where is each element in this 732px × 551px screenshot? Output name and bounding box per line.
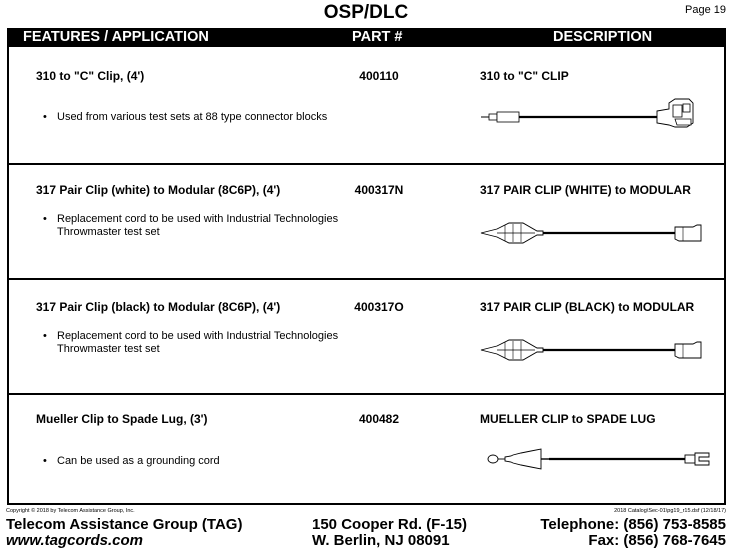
bullet-glyph: •: [43, 455, 47, 467]
column-header-features: FEATURES / APPLICATION: [23, 29, 209, 45]
product-title: 317 Pair Clip (white) to Modular (8C6P), (4'): [36, 183, 281, 197]
product-description: 317 PAIR CLIP (WHITE) to MODULAR: [480, 183, 691, 197]
bullet-item: [43, 330, 347, 356]
mueller-clip-to-spade-lug-icon: [479, 439, 715, 479]
bullet-item: [43, 111, 347, 124]
footer-company-block: [6, 517, 242, 549]
plug-to-c-clip-icon: [479, 95, 715, 135]
bullet-glyph: •: [43, 111, 47, 123]
product-row: [9, 280, 724, 395]
footer-address-block: [312, 517, 467, 549]
product-title: 310 to "C" Clip, (4'): [36, 69, 145, 83]
page-title: OSP/DLC: [323, 2, 409, 23]
part-number: 400482: [358, 412, 400, 426]
bullet-glyph: •: [43, 330, 47, 342]
bullet-text: Can be used as a grounding cord: [57, 455, 220, 467]
product-row: [9, 47, 724, 165]
pair-clip-to-modular-icon: [479, 213, 715, 253]
bullet-text: Used from various test sets at 88 type connector blocks: [57, 111, 328, 123]
address-line-2: W. Berlin, NJ 08091: [312, 532, 450, 549]
company-name: Telecom Assistance Group (TAG): [6, 516, 243, 533]
product-title: 317 Pair Clip (black) to Modular (8C6P), (4'): [36, 300, 281, 314]
page-number: Page 19: [685, 4, 726, 16]
product-row: [9, 165, 724, 280]
pair-clip-to-modular-icon: [479, 330, 715, 370]
part-number: 400317N: [354, 183, 404, 197]
product-description: MUELLER CLIP to SPADE LUG: [480, 412, 656, 426]
fax: Fax: (856) 768-7645: [588, 532, 726, 549]
product-title: Mueller Clip to Spade Lug, (3'): [36, 412, 208, 426]
bullet-item: [43, 455, 347, 468]
product-row: [9, 395, 724, 503]
address-line-1: 150 Cooper Rd. (F-15): [312, 516, 468, 533]
part-number: 400317O: [354, 300, 404, 314]
catalog-reference: 2018 Catalog\Sec-01\pg19_r15.dsf (12/18/17): [614, 508, 726, 514]
column-header-bar: [7, 28, 726, 47]
telephone: Telephone: (856) 753-8585: [540, 516, 726, 533]
product-table: [7, 47, 726, 505]
copyright-notice: Copyright © 2018 by Telecom Assistance Group, Inc.: [6, 508, 135, 514]
footer-contact-block: [540, 517, 726, 549]
bullet-text: Replacement cord to be used with Industrial Technologies Throwmaster test set: [57, 330, 339, 355]
product-description: 317 PAIR CLIP (BLACK) to MODULAR: [480, 300, 695, 314]
bullet-item: [43, 213, 347, 239]
column-header-part: PART #: [352, 29, 403, 45]
website-link[interactable]: www.tagcords.com: [6, 532, 143, 549]
bullet-glyph: •: [43, 213, 47, 225]
bullet-text: Replacement cord to be used with Industrial Technologies Throwmaster test set: [57, 213, 339, 238]
part-number: 400110: [359, 69, 399, 83]
column-header-description: DESCRIPTION: [553, 29, 653, 45]
product-description: 310 to "C" CLIP: [480, 69, 569, 83]
